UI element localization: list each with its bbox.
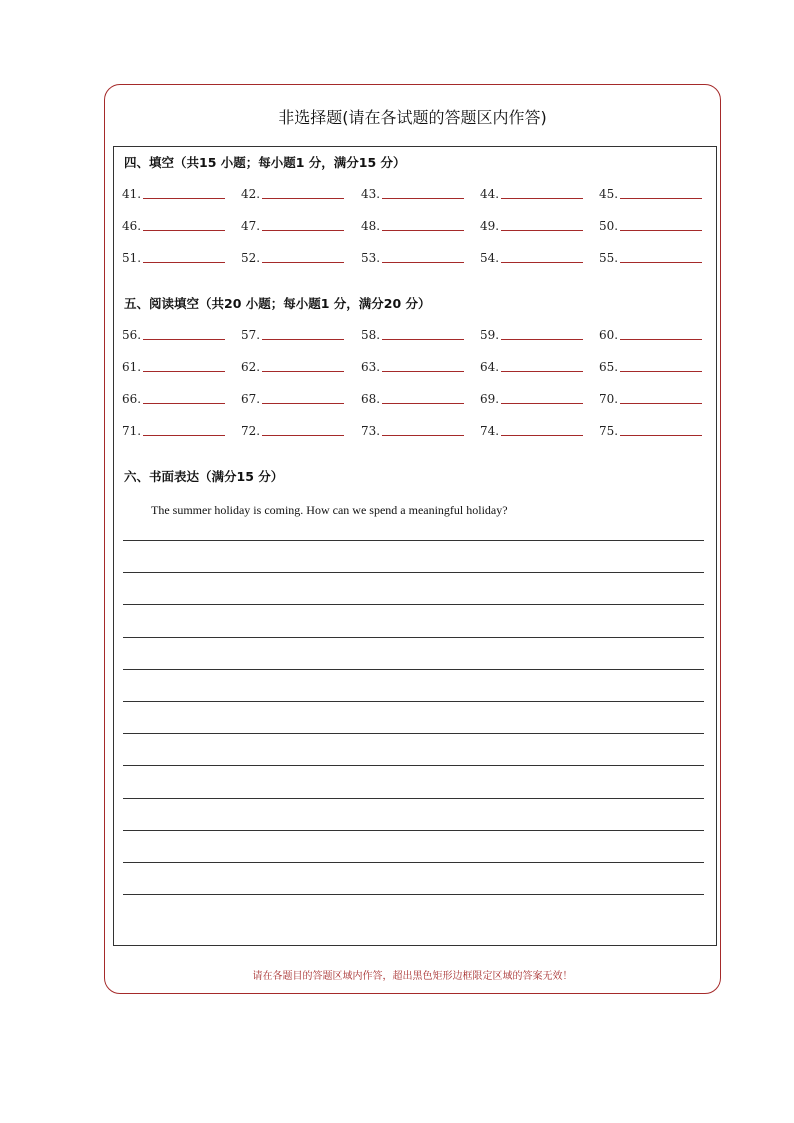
answer-line[interactable] — [262, 262, 344, 263]
answer-line[interactable] — [262, 435, 344, 436]
question-number: 47. — [241, 219, 261, 233]
question-number: 57. — [241, 328, 261, 342]
writing-line[interactable] — [123, 894, 704, 895]
writing-prompt: The summer holiday is coming. How can we spend a meaningful holiday? — [151, 503, 508, 517]
page-title: 非选择题(请在各试题的答题区内作答) — [278, 108, 547, 127]
question-number: 70. — [599, 392, 619, 406]
answer-blank[interactable] — [480, 187, 583, 201]
writing-line[interactable] — [123, 540, 704, 541]
answer-blank[interactable] — [480, 251, 583, 265]
answer-line[interactable] — [620, 371, 702, 372]
answer-blank[interactable] — [480, 360, 583, 374]
answer-line[interactable] — [501, 198, 583, 199]
answer-blank[interactable] — [361, 251, 464, 265]
blank-row — [114, 187, 716, 207]
question-number: 46. — [122, 219, 142, 233]
answer-box — [113, 146, 717, 946]
answer-blank[interactable] — [122, 328, 225, 342]
answer-blank[interactable] — [122, 187, 225, 201]
answer-line[interactable] — [382, 403, 464, 404]
answer-blank[interactable] — [241, 424, 344, 438]
answer-line[interactable] — [143, 403, 225, 404]
answer-line[interactable] — [620, 198, 702, 199]
answer-blank[interactable] — [241, 328, 344, 342]
question-number: 74. — [480, 424, 500, 438]
answer-blank[interactable] — [361, 424, 464, 438]
answer-blank[interactable] — [122, 219, 225, 233]
question-number: 68. — [361, 392, 381, 406]
answer-line[interactable] — [620, 230, 702, 231]
answer-blank[interactable] — [122, 392, 225, 406]
answer-blank[interactable] — [241, 187, 344, 201]
answer-line[interactable] — [262, 198, 344, 199]
writing-line[interactable] — [123, 669, 704, 670]
question-number: 54. — [480, 251, 500, 265]
answer-line[interactable] — [382, 435, 464, 436]
answer-line[interactable] — [143, 371, 225, 372]
answer-line[interactable] — [143, 198, 225, 199]
answer-line[interactable] — [382, 230, 464, 231]
writing-line[interactable] — [123, 798, 704, 799]
question-number: 69. — [480, 392, 500, 406]
writing-line[interactable] — [123, 637, 704, 638]
answer-line[interactable] — [620, 435, 702, 436]
question-number: 66. — [122, 392, 142, 406]
writing-line[interactable] — [123, 701, 704, 702]
answer-blank[interactable] — [361, 187, 464, 201]
answer-blank[interactable] — [241, 219, 344, 233]
answer-blank[interactable] — [361, 328, 464, 342]
question-number: 51. — [122, 251, 142, 265]
blank-row — [114, 328, 716, 348]
answer-blank[interactable] — [599, 360, 702, 374]
section-6-heading: 六、书面表达（满分15 分） — [124, 469, 284, 484]
footer-notice: 请在各题目的答题区域内作答，超出黑色矩形边框限定区域的答案无效！ — [252, 971, 573, 982]
question-number: 67. — [241, 392, 261, 406]
question-number: 56. — [122, 328, 142, 342]
question-number: 75. — [599, 424, 619, 438]
blank-row — [114, 424, 716, 444]
answer-blank[interactable] — [122, 251, 225, 265]
writing-line[interactable] — [123, 830, 704, 831]
question-number: 61. — [122, 360, 142, 374]
question-number: 52. — [241, 251, 261, 265]
question-number: 55. — [599, 251, 619, 265]
question-number: 42. — [241, 187, 261, 201]
question-number: 50. — [599, 219, 619, 233]
question-number: 48. — [361, 219, 381, 233]
question-number: 44. — [480, 187, 500, 201]
question-number: 53. — [361, 251, 381, 265]
answer-line[interactable] — [620, 262, 702, 263]
question-number: 63. — [361, 360, 381, 374]
answer-line[interactable] — [143, 435, 225, 436]
blank-row — [114, 251, 716, 271]
answer-line[interactable] — [620, 403, 702, 404]
question-number: 60. — [599, 328, 619, 342]
answer-blank[interactable] — [241, 251, 344, 265]
writing-line[interactable] — [123, 733, 704, 734]
answer-line[interactable] — [501, 435, 583, 436]
answer-blank[interactable] — [480, 424, 583, 438]
answer-blank[interactable] — [599, 392, 702, 406]
question-number: 58. — [361, 328, 381, 342]
answer-blank[interactable] — [241, 360, 344, 374]
question-number: 41. — [122, 187, 142, 201]
answer-sheet-frame — [104, 84, 721, 994]
blank-row — [114, 392, 716, 412]
answer-line[interactable] — [382, 262, 464, 263]
answer-blank[interactable] — [599, 424, 702, 438]
answer-line[interactable] — [382, 198, 464, 199]
question-number: 64. — [480, 360, 500, 374]
answer-line[interactable] — [262, 230, 344, 231]
answer-line[interactable] — [501, 262, 583, 263]
section-5-heading: 五、阅读填空（共20 小题；每小题1 分，满分20 分） — [124, 296, 431, 311]
answer-blank[interactable] — [241, 392, 344, 406]
question-number: 49. — [480, 219, 500, 233]
writing-line[interactable] — [123, 862, 704, 863]
answer-line[interactable] — [501, 339, 583, 340]
question-number: 43. — [361, 187, 381, 201]
writing-line[interactable] — [123, 604, 704, 605]
answer-line[interactable] — [501, 230, 583, 231]
writing-line[interactable] — [123, 572, 704, 573]
answer-blank[interactable] — [599, 328, 702, 342]
answer-blank[interactable] — [361, 392, 464, 406]
answer-line[interactable] — [501, 403, 583, 404]
answer-line[interactable] — [262, 339, 344, 340]
answer-line[interactable] — [143, 339, 225, 340]
answer-blank[interactable] — [122, 424, 225, 438]
answer-line[interactable] — [382, 339, 464, 340]
writing-line[interactable] — [123, 765, 704, 766]
question-number: 45. — [599, 187, 619, 201]
answer-line[interactable] — [262, 371, 344, 372]
blank-row — [114, 219, 716, 239]
answer-blank[interactable] — [599, 251, 702, 265]
answer-blank[interactable] — [361, 219, 464, 233]
question-number: 73. — [361, 424, 381, 438]
answer-line[interactable] — [620, 339, 702, 340]
answer-blank[interactable] — [480, 219, 583, 233]
answer-line[interactable] — [262, 403, 344, 404]
answer-line[interactable] — [143, 262, 225, 263]
answer-blank[interactable] — [480, 392, 583, 406]
answer-blank[interactable] — [480, 328, 583, 342]
question-number: 72. — [241, 424, 261, 438]
section-4-heading: 四、填空（共15 小题；每小题1 分，满分15 分） — [124, 155, 406, 170]
question-number: 62. — [241, 360, 261, 374]
answer-line[interactable] — [382, 371, 464, 372]
answer-line[interactable] — [143, 230, 225, 231]
question-number: 59. — [480, 328, 500, 342]
answer-blank[interactable] — [122, 360, 225, 374]
answer-blank[interactable] — [599, 187, 702, 201]
answer-line[interactable] — [501, 371, 583, 372]
answer-blank[interactable] — [361, 360, 464, 374]
blank-row — [114, 360, 716, 380]
question-number: 71. — [122, 424, 142, 438]
question-number: 65. — [599, 360, 619, 374]
answer-blank[interactable] — [599, 219, 702, 233]
